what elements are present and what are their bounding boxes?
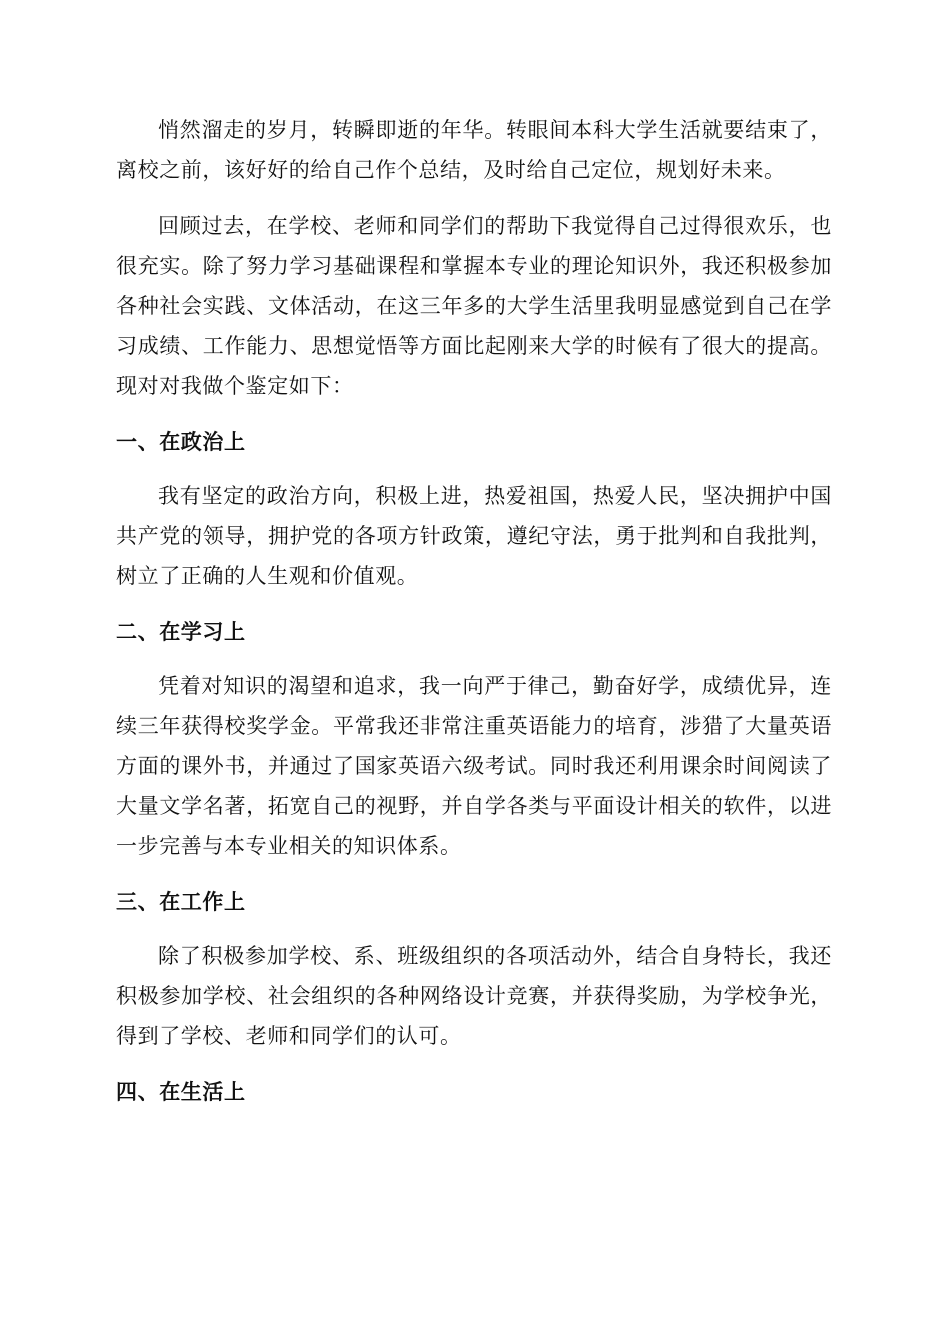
section-heading-life: 四、在生活上 xyxy=(116,1080,246,1104)
review-paragraph: 回顾过去，在学校、老师和同学们的帮助下我觉得自己过得很欢乐，也很充实。除了努力学习基础课程和掌握本专业的理论知识外，我还积极参加各种社会实践、文体活动，在这三年多的大学生活里我明显感觉到自己在学习成绩、工作能力、思想觉悟等方面比起刚来大学的时候有了很大的提高。现对对我做个鉴定如下： xyxy=(116,214,832,398)
intro-paragraph: 悄然溜走的岁月，转瞬即逝的年华。转眼间本科大学生活就要结束了，离校之前，该好好的给自己作个总结，及时给自己定位，规划好未来。 xyxy=(116,118,832,182)
work-paragraph: 除了积极参加学校、系、班级组织的各项活动外，结合自身特长，我还积极参加学校、社会组织的各种网络设计竞赛，并获得奖励，为学校争光，得到了学校、老师和同学们的认可。 xyxy=(116,944,832,1048)
study-paragraph: 凭着对知识的渴望和追求，我一向严于律己，勤奋好学，成绩优异，连续三年获得校奖学金。平常我还非常注重英语能力的培育，涉猎了大量英语方面的课外书，并通过了国家英语六级考试。同时我还利用课余时间阅读了大量文学名著，拓宽自己的视野，并自学各类与平面设计相关的软件，以进一步完善与本专业相关的知识体系。 xyxy=(116,674,832,858)
document-body xyxy=(116,110,832,1126)
politics-paragraph: 我有坚定的政治方向，积极上进，热爱祖国，热爱人民，坚决拥护中国共产党的领导，拥护党的各项方针政策，遵纪守法，勇于批判和自我批判，树立了正确的人生观和价值观。 xyxy=(116,484,832,588)
section-heading-work: 三、在工作上 xyxy=(116,890,246,914)
section-heading-study: 二、在学习上 xyxy=(116,620,246,644)
section-heading-politics: 一、在政治上 xyxy=(116,430,246,454)
